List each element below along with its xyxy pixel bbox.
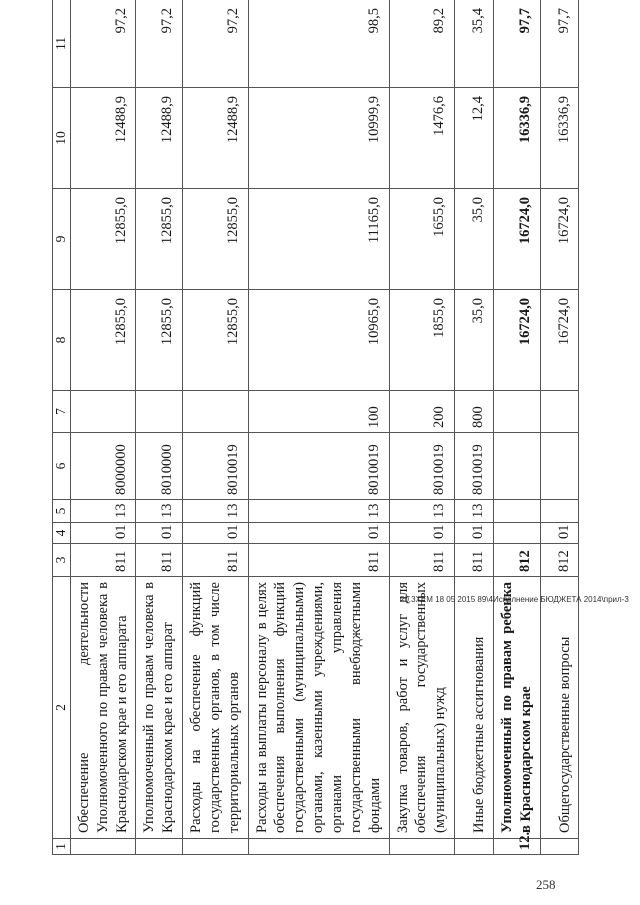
header-cell: 9 <box>53 189 71 290</box>
target-article-cell: 8010019 <box>389 433 455 500</box>
header-cell: 6 <box>53 433 71 500</box>
row-name-cell: Общегосударственные вопросы <box>540 577 579 839</box>
page-number: 258 <box>536 877 556 892</box>
executed-amount-cell: 1476,6 <box>389 88 455 189</box>
executed-amount-cell: 12488,9 <box>70 88 136 189</box>
approved-amount-cell: 10965,0 <box>248 290 389 391</box>
header-cell: 2 <box>53 577 71 839</box>
table-row <box>540 0 579 855</box>
subsection-code-cell: 13 <box>248 500 389 523</box>
executed-amount-cell: 16336,9 <box>540 88 579 189</box>
execution-percent-cell: 97,2 <box>70 0 136 88</box>
target-article-cell: 8010019 <box>183 433 249 500</box>
row-name-cell: Уполномоченный по правам человека в Краснодарском крае и его аппарат <box>136 577 183 839</box>
target-article-cell <box>540 433 579 500</box>
table-row <box>70 0 136 855</box>
executed-amount-cell: 12488,9 <box>136 88 183 189</box>
revised-amount-cell: 12855,0 <box>70 189 136 290</box>
approved-amount-cell: 1855,0 <box>389 290 455 391</box>
revised-amount-cell: 12855,0 <box>183 189 249 290</box>
section-code-cell: 01 <box>455 523 494 544</box>
footer-file-path: 20.3ХЕМ 18 05 2015 89\4Исполнение БЮДЖЕТА 2014\прил-3 <box>400 595 629 604</box>
row-name-cell: Обеспечение деятельности Уполномоченного по правам человека в Краснодарском крае и его аппарата <box>70 577 136 839</box>
expense-type-cell: 100 <box>248 391 389 433</box>
executed-amount-cell: 16336,9 <box>493 88 540 189</box>
subsection-code-cell: 13 <box>70 500 136 523</box>
approved-amount-cell: 12855,0 <box>136 290 183 391</box>
execution-percent-cell: 89,2 <box>389 0 455 88</box>
row-number-cell <box>248 839 389 855</box>
header-cell: 8 <box>53 290 71 391</box>
row-number-cell <box>455 839 494 855</box>
subsection-code-cell: 13 <box>136 500 183 523</box>
expense-type-cell <box>70 391 136 433</box>
admin-code-cell: 811 <box>248 544 389 577</box>
subsection-code-cell: 13 <box>455 500 494 523</box>
header-cell: 7 <box>53 391 71 433</box>
row-number-cell <box>540 839 579 855</box>
rotated-page <box>52 0 632 855</box>
table-header-row <box>53 0 71 855</box>
subsection-code-cell <box>493 500 540 523</box>
revised-amount-cell: 16724,0 <box>540 189 579 290</box>
row-name-cell: Закупка товаров, работ и услуг для обеспечения государственных (муниципальных) нужд <box>389 577 455 839</box>
execution-percent-cell: 97,2 <box>183 0 249 88</box>
header-cell: 3 <box>53 544 71 577</box>
admin-code-cell: 811 <box>455 544 494 577</box>
target-article-cell: 8000000 <box>70 433 136 500</box>
expense-type-cell: 200 <box>389 391 455 433</box>
header-cell: 11 <box>53 0 71 88</box>
row-number-cell <box>70 839 136 855</box>
admin-code-cell: 811 <box>136 544 183 577</box>
row-number-cell <box>183 839 249 855</box>
target-article-cell: 8010000 <box>136 433 183 500</box>
header-cell: 4 <box>53 523 71 544</box>
expense-type-cell: 800 <box>455 391 494 433</box>
execution-percent-cell: 97,2 <box>136 0 183 88</box>
table-row <box>183 0 249 855</box>
executed-amount-cell: 12488,9 <box>183 88 249 189</box>
admin-code-cell: 811 <box>389 544 455 577</box>
target-article-cell: 8010019 <box>248 433 389 500</box>
table-row <box>136 0 183 855</box>
table-row <box>455 0 494 855</box>
subsection-code-cell: 13 <box>389 500 455 523</box>
approved-amount-cell: 12855,0 <box>183 290 249 391</box>
table-row <box>389 0 455 855</box>
admin-code-cell: 812 <box>540 544 579 577</box>
section-code-cell: 01 <box>183 523 249 544</box>
expense-type-cell <box>540 391 579 433</box>
executed-amount-cell: 12,4 <box>455 88 494 189</box>
subsection-code-cell: 13 <box>183 500 249 523</box>
section-code-cell: 01 <box>540 523 579 544</box>
admin-code-cell: 811 <box>183 544 249 577</box>
execution-percent-cell: 35,4 <box>455 0 494 88</box>
execution-percent-cell: 97,7 <box>493 0 540 88</box>
row-name-cell: Расходы на обеспечение функций государственных органов, в том числе территориальных органов <box>183 577 249 839</box>
header-cell: 5 <box>53 500 71 523</box>
revised-amount-cell: 1655,0 <box>389 189 455 290</box>
table-row <box>493 0 540 855</box>
executed-amount-cell: 10999,9 <box>248 88 389 189</box>
subsection-code-cell <box>540 500 579 523</box>
expense-type-cell <box>493 391 540 433</box>
header-cell: 1 <box>53 839 71 855</box>
section-code-cell: 01 <box>389 523 455 544</box>
revised-amount-cell: 11165,0 <box>248 189 389 290</box>
header-cell: 10 <box>53 88 71 189</box>
row-number-cell: 12. <box>493 839 540 855</box>
section-code-cell: 01 <box>248 523 389 544</box>
target-article-cell: 8010019 <box>455 433 494 500</box>
row-number-cell <box>389 839 455 855</box>
table-row <box>248 0 389 855</box>
section-code-cell: 01 <box>70 523 136 544</box>
approved-amount-cell: 16724,0 <box>493 290 540 391</box>
revised-amount-cell: 16724,0 <box>493 189 540 290</box>
execution-percent-cell: 98,5 <box>248 0 389 88</box>
target-article-cell <box>493 433 540 500</box>
approved-amount-cell: 35,0 <box>455 290 494 391</box>
revised-amount-cell: 35,0 <box>455 189 494 290</box>
approved-amount-cell: 12855,0 <box>70 290 136 391</box>
row-name-cell: Уполномоченный по правам ребенка в Краснодарском крае <box>493 577 540 839</box>
section-code-cell: 01 <box>136 523 183 544</box>
row-name-cell: Иные бюджетные ассигнования <box>455 577 494 839</box>
expense-type-cell <box>136 391 183 433</box>
execution-percent-cell: 97,7 <box>540 0 579 88</box>
expense-type-cell <box>183 391 249 433</box>
section-code-cell <box>493 523 540 544</box>
approved-amount-cell: 16724,0 <box>540 290 579 391</box>
admin-code-cell: 812 <box>493 544 540 577</box>
row-number-cell <box>136 839 183 855</box>
budget-table <box>52 0 579 855</box>
admin-code-cell: 811 <box>70 544 136 577</box>
revised-amount-cell: 12855,0 <box>136 189 183 290</box>
row-name-cell: Расходы на выплаты персоналу в целях обеспечения выполнения функций государственными (муниципальными) органами, казенными учреждениями, органами управления государственными внебюджетными фондами <box>248 577 389 839</box>
